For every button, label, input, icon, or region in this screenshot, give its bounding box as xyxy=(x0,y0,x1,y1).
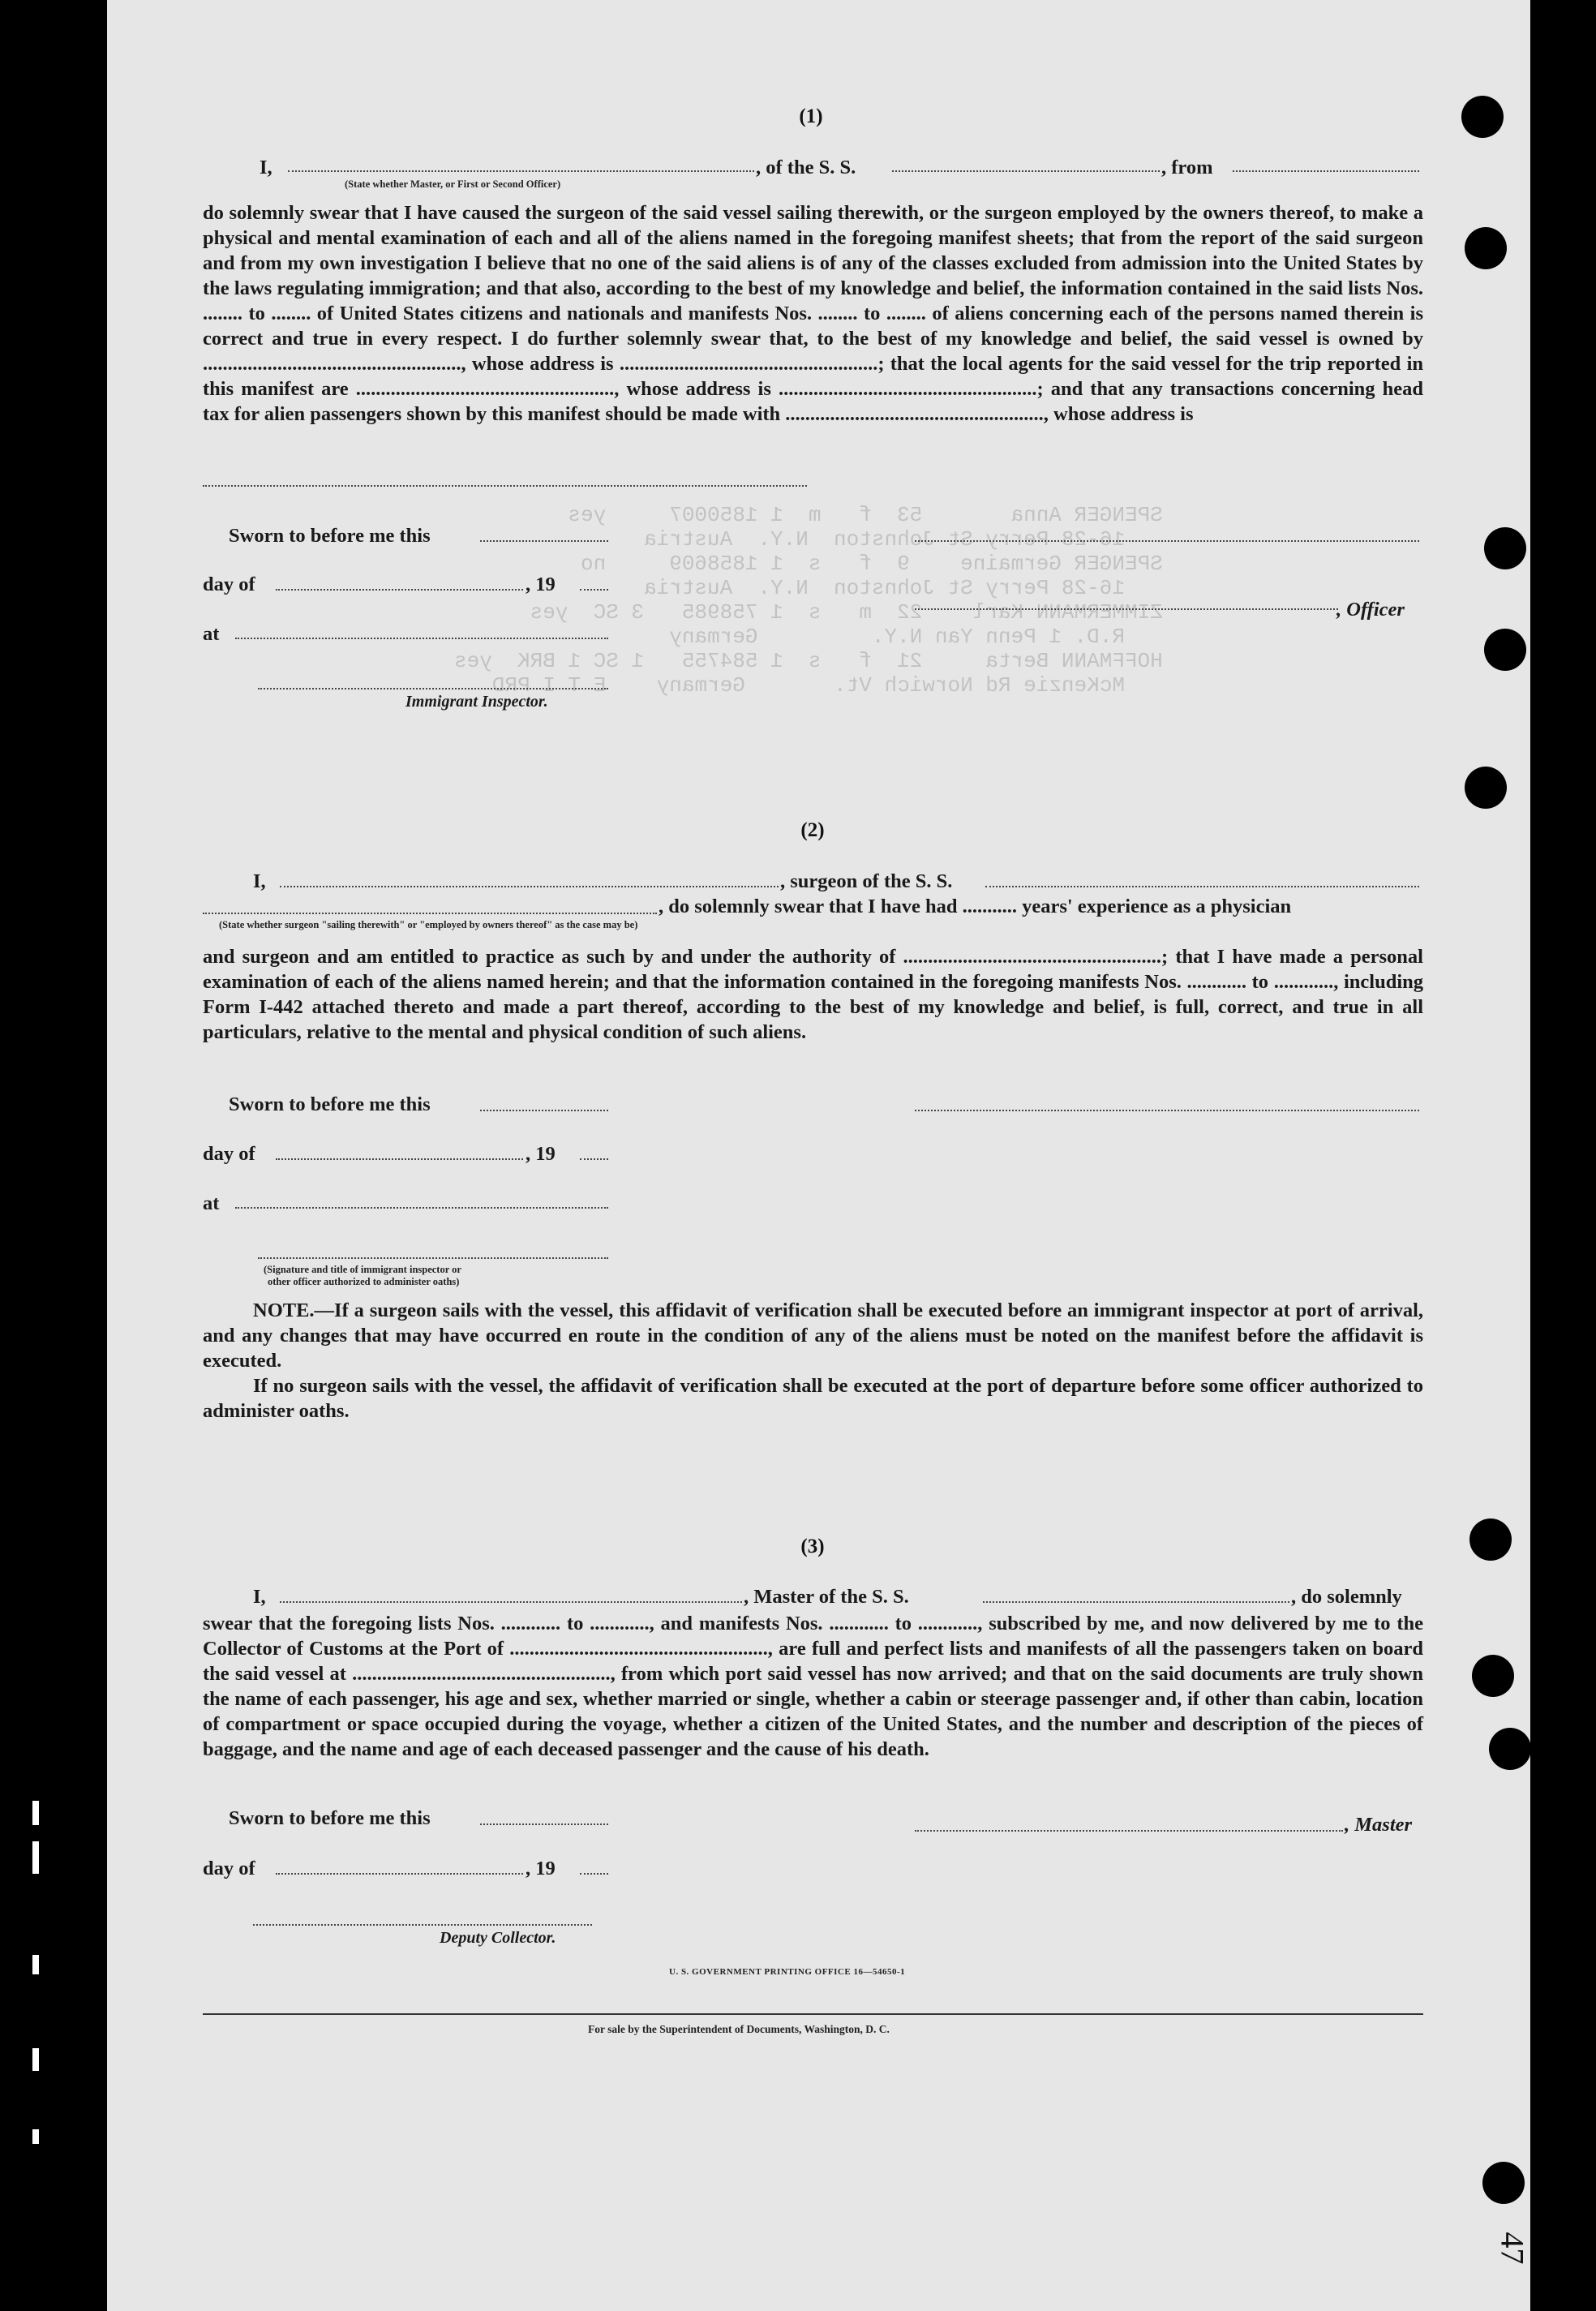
s2-at-label: at xyxy=(203,1192,220,1214)
s2-vessel-field[interactable] xyxy=(985,886,1419,887)
film-edge-mark xyxy=(32,2048,39,2071)
s2-surgeon-name-field[interactable] xyxy=(280,886,779,887)
s2-year-label: , 19 xyxy=(526,1143,556,1165)
film-edge-mark xyxy=(32,1801,39,1825)
s2-year-field[interactable] xyxy=(580,1158,608,1160)
punch-hole xyxy=(1465,767,1507,809)
section-3-body xyxy=(203,1611,1423,1762)
s3-sworn-field[interactable] xyxy=(480,1823,608,1825)
s2-day-label: day of xyxy=(203,1143,255,1165)
s1-rank-caption: (State whether Master, or First or Second Officer) xyxy=(345,178,561,190)
s2-sailing-field[interactable] xyxy=(203,913,657,914)
s2-sworn-label: Sworn to before me this xyxy=(229,1093,431,1115)
s3-collector-signature[interactable] xyxy=(253,1924,592,1926)
section-1-heading: (1) xyxy=(799,105,823,127)
s1-year-field[interactable] xyxy=(580,589,608,591)
page-number: 47 xyxy=(1494,2232,1531,2265)
s2-day-field[interactable] xyxy=(276,1158,523,1160)
s1-i-label: I, xyxy=(260,157,272,178)
gpo-imprint: U. S. GOVERNMENT PRINTING OFFICE 16—54650-1 xyxy=(669,1967,906,1977)
film-edge-mark xyxy=(32,1841,39,1874)
punch-hole xyxy=(1465,227,1507,269)
film-edge-mark xyxy=(32,2129,39,2144)
s1-officer-label: , Officer xyxy=(1336,599,1405,621)
s1-at-field[interactable] xyxy=(235,638,608,639)
s2-i-label: I, xyxy=(253,870,266,892)
s1-inspector-label: Immigrant Inspector. xyxy=(405,693,548,711)
footer-sale-note: For sale by the Superintendent of Documents, Washington, D. C. xyxy=(588,2023,890,2035)
bleed-through-text: SPENGER Anna 53 f m 1 1850007 yes 16-28 Perry St Johnston N.Y. Austria SPENGER Germaine 9 f s 1 1858609 no 16-28 Perry St Johnston N.Y. Austria ZIMMERMANN Karl 22 m s 1 758985 3 SC yes R.D. 1 Penn Yan N.Y. Germany HOFFMANN Berta 21 f s 1 584755 1 SC 1 BRK yes McKenzie Rd Norwich Vt. Germany E T I PRD xyxy=(454,503,1163,698)
s1-sworn-field[interactable] xyxy=(480,540,608,542)
punch-hole xyxy=(1484,527,1526,569)
punch-hole xyxy=(1461,96,1504,138)
punch-hole xyxy=(1469,1518,1512,1561)
s1-extra-line[interactable] xyxy=(203,485,807,487)
s1-at-label: at xyxy=(203,623,220,645)
punch-hole xyxy=(1489,1728,1531,1770)
footer-rule xyxy=(203,2013,1423,2015)
s2-at-field[interactable] xyxy=(235,1207,608,1209)
section-2-notes xyxy=(203,1298,1423,1424)
punch-hole xyxy=(1472,1655,1514,1697)
section-2-heading: (2) xyxy=(800,819,825,841)
s1-from-port-field[interactable] xyxy=(1233,170,1419,172)
s2-swear-line: , do solemnly swear that I have had ........... years' experience as a physician xyxy=(659,896,1292,917)
s1-sworn-label: Sworn to before me this xyxy=(229,525,431,547)
s1-inspector-signature[interactable] xyxy=(258,688,608,689)
s1-day-label: day of xyxy=(203,573,255,595)
s2-note: NOTE.—If a surgeon sails with the vessel, this affidavit of verification shall be executed before an immigrant inspector at port of arrival, and any changes that may have occurred en route in the condition of any of the aliens must be noted on the manifest before the affidavit is executed. xyxy=(203,1299,1423,1372)
s2-inspector-signature[interactable] xyxy=(258,1257,608,1259)
s3-solemnly-label: , do solemnly xyxy=(1291,1586,1402,1608)
film-edge-mark xyxy=(32,1955,39,1974)
s3-i-label: I, xyxy=(253,1586,266,1608)
s1-oath-text: do solemnly swear that I have caused the surgeon of the said vessel sailing therewith, or the surgeon employed by the owners thereof, to make a physical and mental examination of each and all of the aliens named in the foregoing manifest sheets; that from the report of the said surgeon and from my own investigation I believe that no one of the said aliens is of any of the classes excluded from admission into the United States by the laws regulating immigration; and that also, according to the best of my knowledge and belief, the information contained in the said lists Nos. ........ to ........ of United States citizens and nationals and manifests Nos. ........ to ........ of aliens concerning each of the persons named therein is correct and true in every respect. I do further solemnly swear that, to the best of my knowledge and belief, the said vessel is owned by ...................................................., whose address is ....................................................; that the local agents for the said vessel for the trip reported in this manifest are ...................................................., whose address is ....................................................; and that any transactions concerning head tax for alien passengers shown by this manifest should be made with ...................................................., whose address is xyxy=(203,202,1423,425)
s2-ss-label: , surgeon of the S. S. xyxy=(780,870,953,892)
s3-year-label: , 19 xyxy=(526,1858,556,1879)
s2-sworn-field[interactable] xyxy=(480,1110,608,1111)
punch-hole xyxy=(1484,629,1526,671)
s3-day-field[interactable] xyxy=(276,1873,523,1875)
s2-note-2: If no surgeon sails with the vessel, the affidavit of verification shall be executed at the port of departure before some officer authorized to administer oaths. xyxy=(203,1375,1423,1422)
s1-vessel-name-field[interactable] xyxy=(892,170,1160,172)
s2-oath-text: and surgeon and am entitled to practice as such by and under the authority of ....................................................; that I have made a personal examination of each of the aliens named herein; and that the information contained in the foregoing manifests Nos. ............ to ............, including Form I-442 attached thereto and made a part thereof, according to the best of my knowledge and belief, is full, correct, and true in all particulars, relative to the mental and physical condition of such aliens. xyxy=(203,946,1423,1043)
section-1-body xyxy=(203,200,1423,427)
s1-officer-rank-field[interactable] xyxy=(288,170,754,172)
s2-surgeon-caption: (State whether surgeon "sailing therewith" or "employed by owners thereof" as the case may be) xyxy=(219,919,638,930)
s2-sig-caption-2: other officer authorized to administer oaths) xyxy=(268,1276,460,1287)
s2-surgeon-signature[interactable] xyxy=(915,1110,1419,1111)
s3-vessel-field[interactable] xyxy=(983,1601,1289,1603)
section-3-heading: (3) xyxy=(800,1536,825,1557)
s3-ss-label: , Master of the S. S. xyxy=(744,1586,909,1608)
s3-sworn-label: Sworn to before me this xyxy=(229,1807,431,1829)
s3-master-signature[interactable] xyxy=(915,1830,1343,1832)
s1-officer-signature[interactable] xyxy=(915,540,1419,542)
punch-hole xyxy=(1482,2162,1525,2204)
s3-oath-text: swear that the foregoing lists Nos. ............ to ............, and manifests Nos. ............ to ............, subscribed by me, and now delivered by me to the Collector of Customs at the Port of ...................................................., are full and perfect lists and manifests of all the passengers taken on board the said vessel at ...................................................., from which port said vessel has now arrived; and that on the said documents are truly shown the name of each passenger, his age and sex, whether married or single, whether a cabin or steerage passenger and, if other than cabin, location of compartment or space occupied during the voyage, whether a citizen of the United States, and the number and description of the pieces of baggage, and the name and age of each deceased passenger and the cause of his death. xyxy=(203,1613,1423,1760)
s3-master-label: , Master xyxy=(1345,1814,1413,1836)
s3-master-name-field[interactable] xyxy=(280,1601,742,1603)
s3-collector-label: Deputy Collector. xyxy=(440,1929,556,1947)
s1-ss-label: , of the S. S. xyxy=(756,157,856,178)
s1-from-label: , from xyxy=(1161,157,1213,178)
s1-officer-line[interactable] xyxy=(915,608,1338,610)
s3-year-field[interactable] xyxy=(580,1873,608,1875)
s1-line1 xyxy=(260,157,272,179)
s1-year-label: , 19 xyxy=(526,573,556,595)
s2-sig-caption-1: (Signature and title of immigrant inspector or xyxy=(264,1264,461,1275)
s1-day-field[interactable] xyxy=(276,589,523,591)
section-2-body xyxy=(203,944,1423,1045)
s3-day-label: day of xyxy=(203,1858,255,1879)
